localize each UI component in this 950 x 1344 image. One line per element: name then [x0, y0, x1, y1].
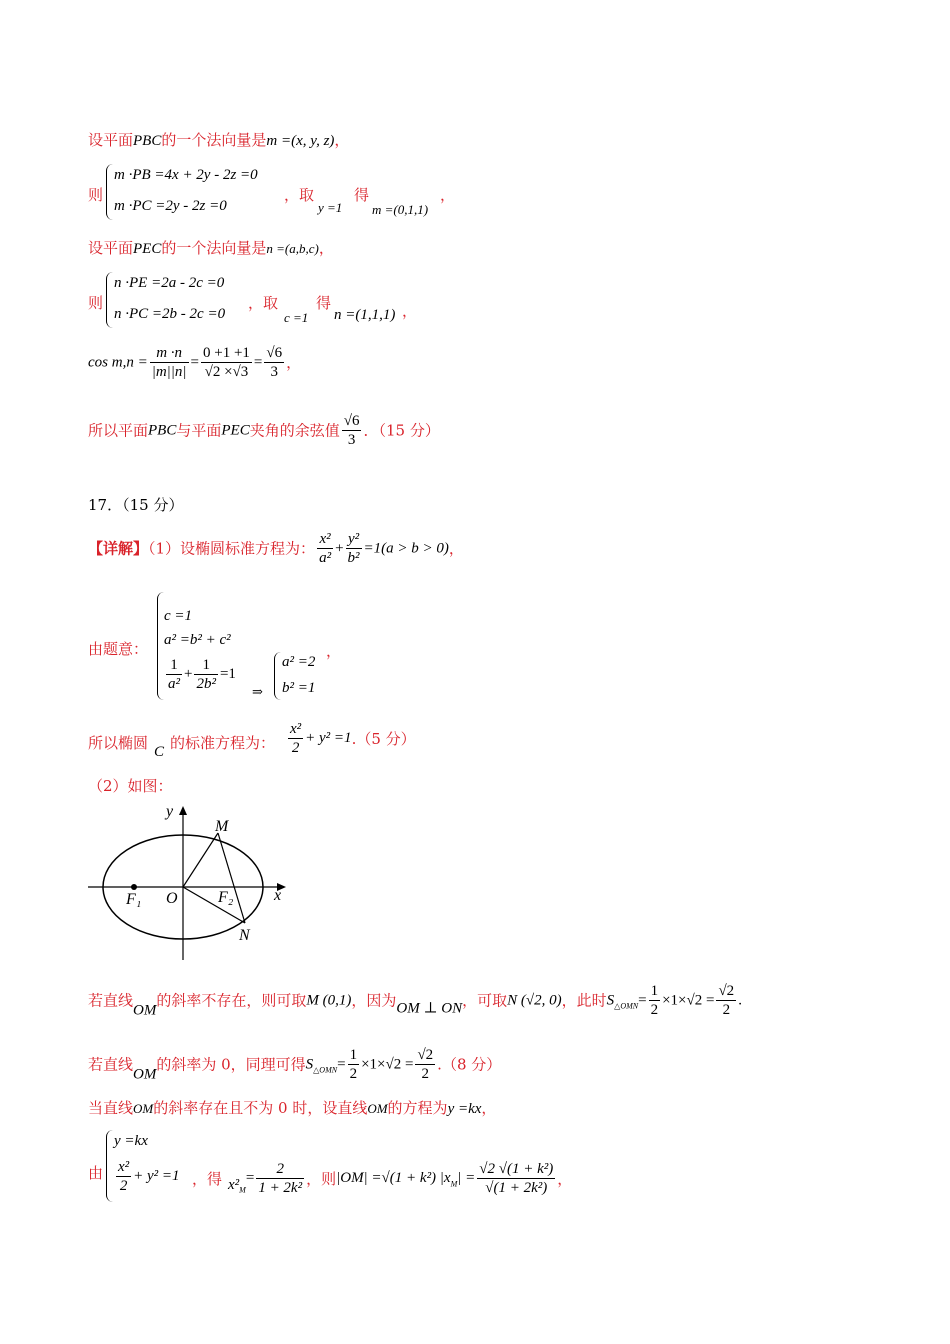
text: 的一个法向量是: [161, 239, 267, 257]
system-brace: [274, 652, 281, 700]
point-n: N (√2, 0): [507, 992, 562, 1009]
text: 的斜率存在且不为 0 时，设直线: [153, 1099, 368, 1117]
punct: ，: [334, 131, 350, 149]
numerator: x²: [290, 721, 302, 737]
numerator: 1: [650, 983, 659, 999]
fraction: [716, 982, 736, 1019]
value-c: c =1: [284, 310, 309, 325]
fraction: [348, 1046, 360, 1083]
label-m: M: [215, 818, 229, 835]
numerator: √2 √(1 + k²): [479, 1161, 554, 1177]
label-o: O: [166, 890, 178, 907]
text: 设平面: [88, 239, 134, 257]
fraction: [150, 344, 189, 381]
numerator: 1: [349, 1047, 358, 1063]
punct: .: [738, 992, 742, 1009]
numerator: √2: [417, 1047, 434, 1063]
conclusion-line: [88, 412, 440, 449]
text: ，得: [192, 1170, 223, 1188]
fraction: [317, 530, 333, 567]
denominator: 2: [421, 1066, 430, 1082]
text-by-problem: 由题意：: [88, 640, 149, 658]
text: 若直线: [88, 991, 134, 1010]
punct: ，: [402, 302, 418, 320]
equation-m-pb: m ·PB =4x + 2y - 2z =0: [114, 167, 258, 183]
vector-m: m =(x, y, z): [266, 133, 335, 149]
system-brace: [106, 1130, 113, 1202]
om-length-tail: | =: [457, 1170, 476, 1186]
point-m: M (0,1): [306, 992, 352, 1009]
product: ×1×√2 =: [662, 992, 715, 1009]
denominator: 2: [349, 1066, 358, 1082]
denominator: 2: [650, 1002, 659, 1018]
solution-line: [192, 1160, 572, 1197]
numerator: 1: [194, 656, 218, 675]
plane-label: PEC: [133, 241, 162, 257]
detail-tag: 【详解】: [88, 539, 149, 558]
denominator: 1 + 2k²: [258, 1180, 303, 1196]
text: 设平面: [88, 131, 134, 149]
text: 的斜率为 0，同理可得: [156, 1055, 306, 1074]
part1-intro: 【详解】（1）设椭圆标准方程为： $\frac{\text{x²}}{\text{a²}}$ + $\frac{\text{y²}}{\text{b²}}$ =1(a > b > 0)，: [88, 531, 464, 566]
equation-m-pc: m ·PC =2y - 2z =0: [114, 198, 227, 214]
label-n: N: [239, 927, 250, 944]
punct: ，: [440, 186, 456, 204]
result-n: n =(1,1,1): [334, 307, 396, 323]
denominator: 3: [270, 364, 278, 380]
text: 的斜率不存在，则可取: [156, 991, 307, 1010]
fraction: [264, 344, 284, 381]
text: 的方程为: [387, 1099, 448, 1117]
cond-c: c =1: [164, 608, 193, 624]
equation-n-pe: n ·PE =2a - 2c =0: [114, 275, 225, 291]
equation-tail: + y² =1: [305, 730, 352, 746]
area-s: S: [305, 1056, 314, 1073]
text: 与平面: [176, 421, 222, 440]
subscript: M: [239, 1185, 246, 1195]
equation-tail: + y² =1: [133, 1168, 180, 1184]
numerator: m ·n: [150, 344, 189, 363]
text: 所以平面: [88, 421, 149, 440]
equals: =: [337, 1056, 346, 1073]
equation-n-pc: n ·PC =2b - 2c =0: [114, 306, 226, 322]
line-om: OM: [133, 1101, 154, 1116]
area-subscript: △OMN: [614, 1001, 639, 1011]
text: ，可取: [462, 991, 508, 1010]
punct: ，: [326, 642, 342, 660]
text: 的标准方程为：: [170, 734, 276, 752]
cos-lhs: cos m,n =: [88, 354, 148, 371]
numerator: y²: [346, 530, 362, 549]
part2-heading: （2）如图：: [88, 777, 173, 795]
question-heading: 17．（15 分）: [88, 496, 184, 514]
case-slope-exists: [88, 1098, 496, 1119]
numerator: √2: [718, 983, 735, 999]
label-f2: F₂: [218, 889, 234, 906]
cond-fraction-line: $\frac{1}{\text{a²}}$ + $\frac{1}{\text{2b²}}$ =1: [168, 657, 236, 692]
equation-tail: =1(a > b > 0): [363, 540, 449, 557]
text: ，则: [306, 1170, 337, 1188]
text: 的一个法向量是: [161, 131, 267, 149]
score-note: .（5 分）: [351, 730, 416, 748]
fraction: [415, 1046, 435, 1083]
numerator: 1: [166, 656, 182, 675]
ellipse-equation: [286, 720, 416, 757]
cosine-equation: cos m,n = $\frac{m \cdot n}{|m||n|}$ = $\frac{0 +1 +1}{√2 \times√3}$ = $\frac{√6}{3}$ ，: [88, 345, 302, 380]
numerator: x²: [118, 1159, 130, 1175]
subscript: M: [450, 1179, 458, 1189]
equation-ellipse: [114, 1158, 180, 1195]
score-note: ．（15 分）: [363, 421, 440, 440]
fraction: [649, 982, 661, 1019]
denominator: a²: [319, 550, 332, 566]
text: 所以椭圆: [88, 734, 149, 752]
fraction: [342, 412, 362, 449]
punct: ，: [448, 539, 464, 558]
denominator: 2: [722, 1002, 731, 1018]
denominator: 2b²: [196, 676, 216, 692]
denominator: √(1 + 2k²): [485, 1180, 548, 1196]
fraction: [194, 656, 218, 693]
text-qu: ，取: [284, 186, 315, 204]
text: 若直线: [88, 1055, 134, 1074]
denominator: 3: [347, 432, 356, 448]
xm-squared: x²: [228, 1176, 240, 1193]
fraction: [166, 656, 182, 693]
line-om: OM: [367, 1101, 388, 1116]
result-a: a² =2: [282, 654, 316, 670]
plane-label: PBC: [133, 133, 162, 149]
perpendicular: OM ⊥ ON: [396, 1000, 463, 1017]
system-brace: [106, 272, 113, 328]
plane-label: PEC: [221, 422, 250, 439]
denominator: √2 ×√3: [204, 364, 249, 380]
ellipse-figure: [88, 800, 298, 965]
equals: =: [638, 992, 647, 1009]
product: ×1×√2 =: [361, 1056, 414, 1073]
vector-n: n =(a,b,c): [266, 241, 319, 256]
numerator: √6: [266, 345, 283, 361]
fraction: [201, 344, 252, 381]
punct: ，: [481, 1099, 497, 1117]
normal-vector-n-line: [88, 238, 334, 259]
text: 夹角的余弦值: [249, 421, 340, 440]
denominator: |m||n|: [151, 364, 187, 380]
text-by: 由: [88, 1164, 104, 1182]
numerator: √6: [343, 413, 360, 429]
score-note: .（8 分）: [437, 1055, 502, 1074]
implies-arrow: ⇒: [252, 684, 263, 699]
fraction: [346, 530, 362, 567]
denominator: 2: [291, 740, 300, 756]
om-length: |OM| =√(1 + k²) |x: [336, 1170, 451, 1186]
y-axis-arrow: [179, 806, 187, 815]
area-s: S: [606, 992, 615, 1009]
text: （1）设椭圆标准方程为：: [148, 539, 316, 558]
label-x: x: [274, 887, 282, 904]
value-y: y =1: [318, 200, 343, 215]
line-om: OM: [133, 1066, 157, 1083]
punct: ，: [557, 1170, 573, 1188]
fraction: [477, 1160, 555, 1197]
numerator: 0 +1 +1: [203, 345, 250, 361]
focus-f1-dot: [131, 884, 137, 890]
text: ，因为: [351, 991, 397, 1010]
line-om: OM: [133, 1002, 157, 1019]
text-de: 得: [316, 294, 332, 312]
fraction: [288, 720, 303, 757]
text-ze: 则: [88, 186, 104, 204]
text-qu: ，取: [248, 294, 279, 312]
text: 当直线: [88, 1099, 134, 1117]
segment-om: [183, 833, 218, 887]
text-de: 得: [354, 186, 370, 204]
ellipse-c-label: C: [154, 744, 165, 760]
text: ，此时: [561, 991, 607, 1010]
fraction: [256, 1160, 304, 1197]
equation-line: y =kx: [114, 1133, 148, 1149]
label-y: y: [166, 803, 174, 820]
equation-tail: =1: [219, 666, 236, 682]
label-f1: F₁: [126, 891, 142, 908]
denominator: 2: [119, 1178, 128, 1194]
denominator: a²: [168, 676, 180, 692]
text-ze: 则: [88, 294, 104, 312]
denominator: b²: [347, 550, 360, 566]
system-brace: [157, 592, 164, 700]
area-subscript: △OMN: [313, 1065, 338, 1075]
normal-vector-m-line: [88, 130, 349, 151]
result-b: b² =1: [282, 680, 316, 696]
case-slope-undefined: [88, 982, 742, 1021]
fraction: [116, 1158, 131, 1195]
numerator: 2: [256, 1160, 304, 1179]
numerator: x²: [317, 530, 333, 549]
system-brace: [106, 164, 113, 220]
plane-label: PBC: [148, 422, 177, 439]
result-m: m =(0,1,1): [372, 202, 429, 217]
equals: =: [245, 1170, 255, 1186]
case-slope-zero: [88, 1046, 501, 1085]
punct: ，: [286, 353, 302, 372]
line-equation: y =kx: [447, 1101, 482, 1117]
cond-a-b-c: a² =b² + c²: [164, 632, 231, 648]
punct: ，: [318, 239, 334, 257]
